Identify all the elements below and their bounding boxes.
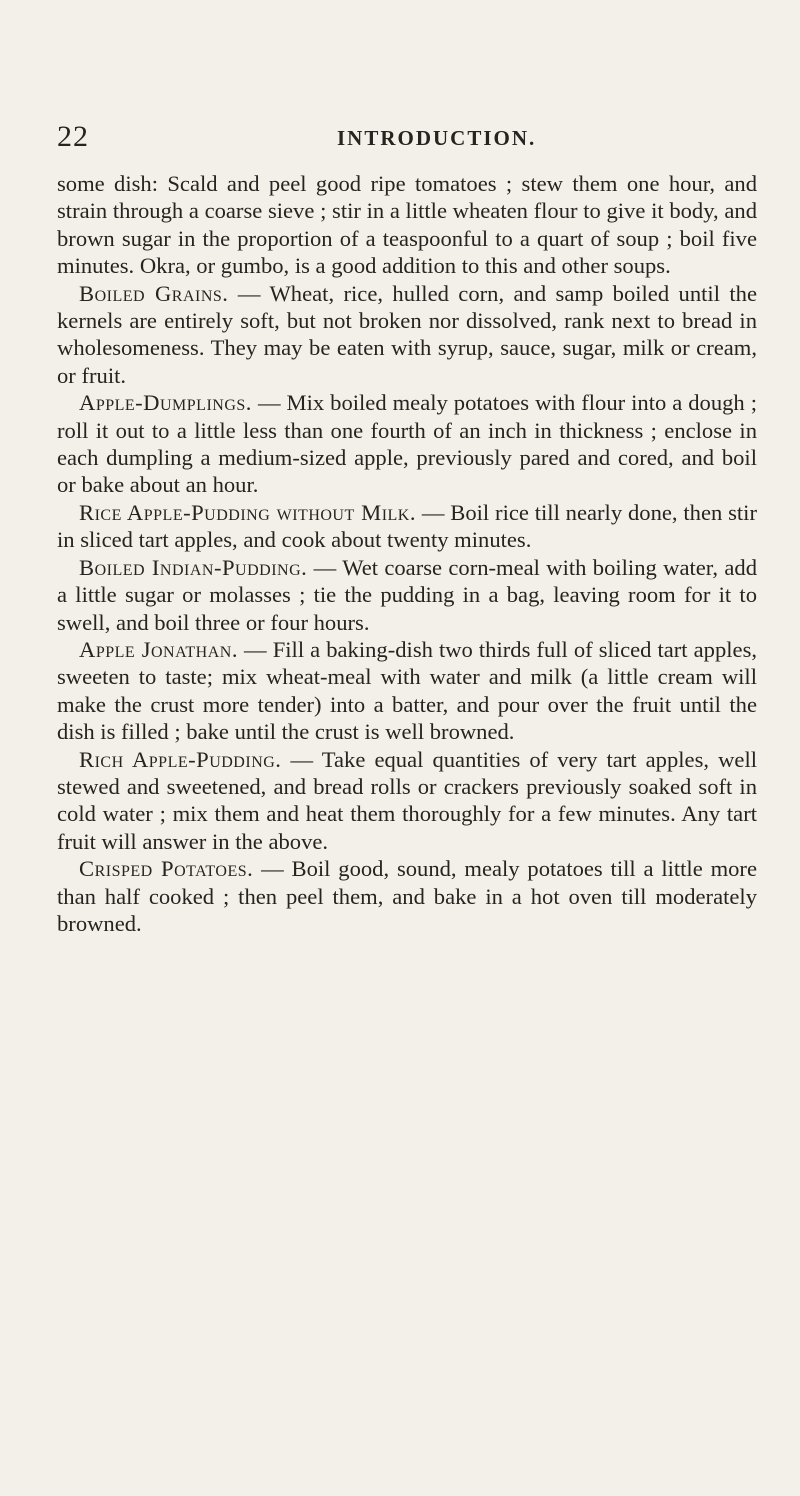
paragraph-text: Wet coarse corn-meal with boiling water, add a little sugar or molasses ; tie the pudding in a bag, leaving room for it to swell, and boil three or four hours. (57, 554, 758, 635)
paragraph-boiled-grains (57, 280, 757, 390)
paragraph-boiled-indian-pudding (57, 554, 757, 636)
paragraph-apple-dumplings (57, 389, 757, 499)
paragraph-text: some dish: Scald and peel good ripe tomatoes ; stew them one hour, and strain through a coarse sieve ; stir in a little wheaten flour to give it body, and brown sugar in the proportion of a teaspoonful to a quart of soup ; boil five minutes. Okra, or gumbo, is a good addition to this and other soups. (57, 171, 757, 279)
recipe-heading: Boiled Indian-Pudding. (79, 554, 308, 580)
page-number: 22 (57, 120, 89, 153)
em-dash: — (244, 636, 273, 662)
paragraph-text: Fill a baking-dish two thirds full of sliced tart apples, sweeten to taste; mix wheat-meal with water and milk (a little cream will make the crust more tender) into a batter, and pour over the fruit until the dish is filled ; bake until the crust is well browned. (57, 636, 758, 745)
paragraph-rice-apple-pudding (57, 499, 757, 554)
recipe-heading: Crisped Potatoes. (79, 856, 254, 882)
em-dash: — (421, 499, 451, 525)
recipe-heading: Boiled Grains. (79, 280, 229, 306)
page-header (57, 117, 757, 157)
paragraph-crisped-potatoes (57, 855, 757, 937)
paragraph-apple-jonathan (57, 636, 757, 746)
paragraph-text: Wheat, rice, hulled corn, and samp boiled until the kernels are entirely soft, but not broken nor dissolved, rank next to bread in wholesomeness. They may be eaten with syrup, sauce, sugar, milk or cream, or fruit. (57, 280, 757, 388)
recipe-heading: Rice Apple-Pudding without Milk. (79, 499, 416, 525)
recipe-heading: Rich Apple-Pudding. (79, 746, 282, 772)
paragraph-text: Take equal quantities of very tart apples, well stewed and sweetened, and bread rolls or crackers previously soaked soft in cold water ; mix them and heat them thoroughly for a few minutes. Any tart fruit will answer in the above. (57, 746, 757, 854)
recipe-heading: Apple-Dumplings. (79, 390, 252, 416)
em-dash: — (290, 746, 322, 772)
paragraph-rich-apple-pudding (57, 746, 757, 856)
running-head: INTRODUCTION. (337, 126, 537, 150)
recipe-heading: Apple Jonathan. (79, 636, 238, 662)
em-dash: — (257, 390, 287, 416)
em-dash: — (261, 856, 292, 882)
paragraph-text: Mix boiled mealy potatoes with flour into a dough ; roll it out to a little less than one fourth of an inch in thickness ; enclose in each dumpling a medium-sized apple, previously pared and cored, and boil or bake about an hour. (57, 390, 757, 498)
body-text (57, 170, 757, 937)
em-dash: — (313, 554, 343, 580)
paragraph-text: Boil good, sound, mealy potatoes till a little more than half cooked ; then peel them, and bake in a hot oven till moderately browned. (57, 856, 757, 936)
paragraph-soup-continued (57, 170, 757, 280)
em-dash: — (237, 280, 270, 306)
paragraph-text: Boil rice till nearly done, then stir in sliced tart apples, and cook about twenty minutes. (57, 499, 757, 553)
